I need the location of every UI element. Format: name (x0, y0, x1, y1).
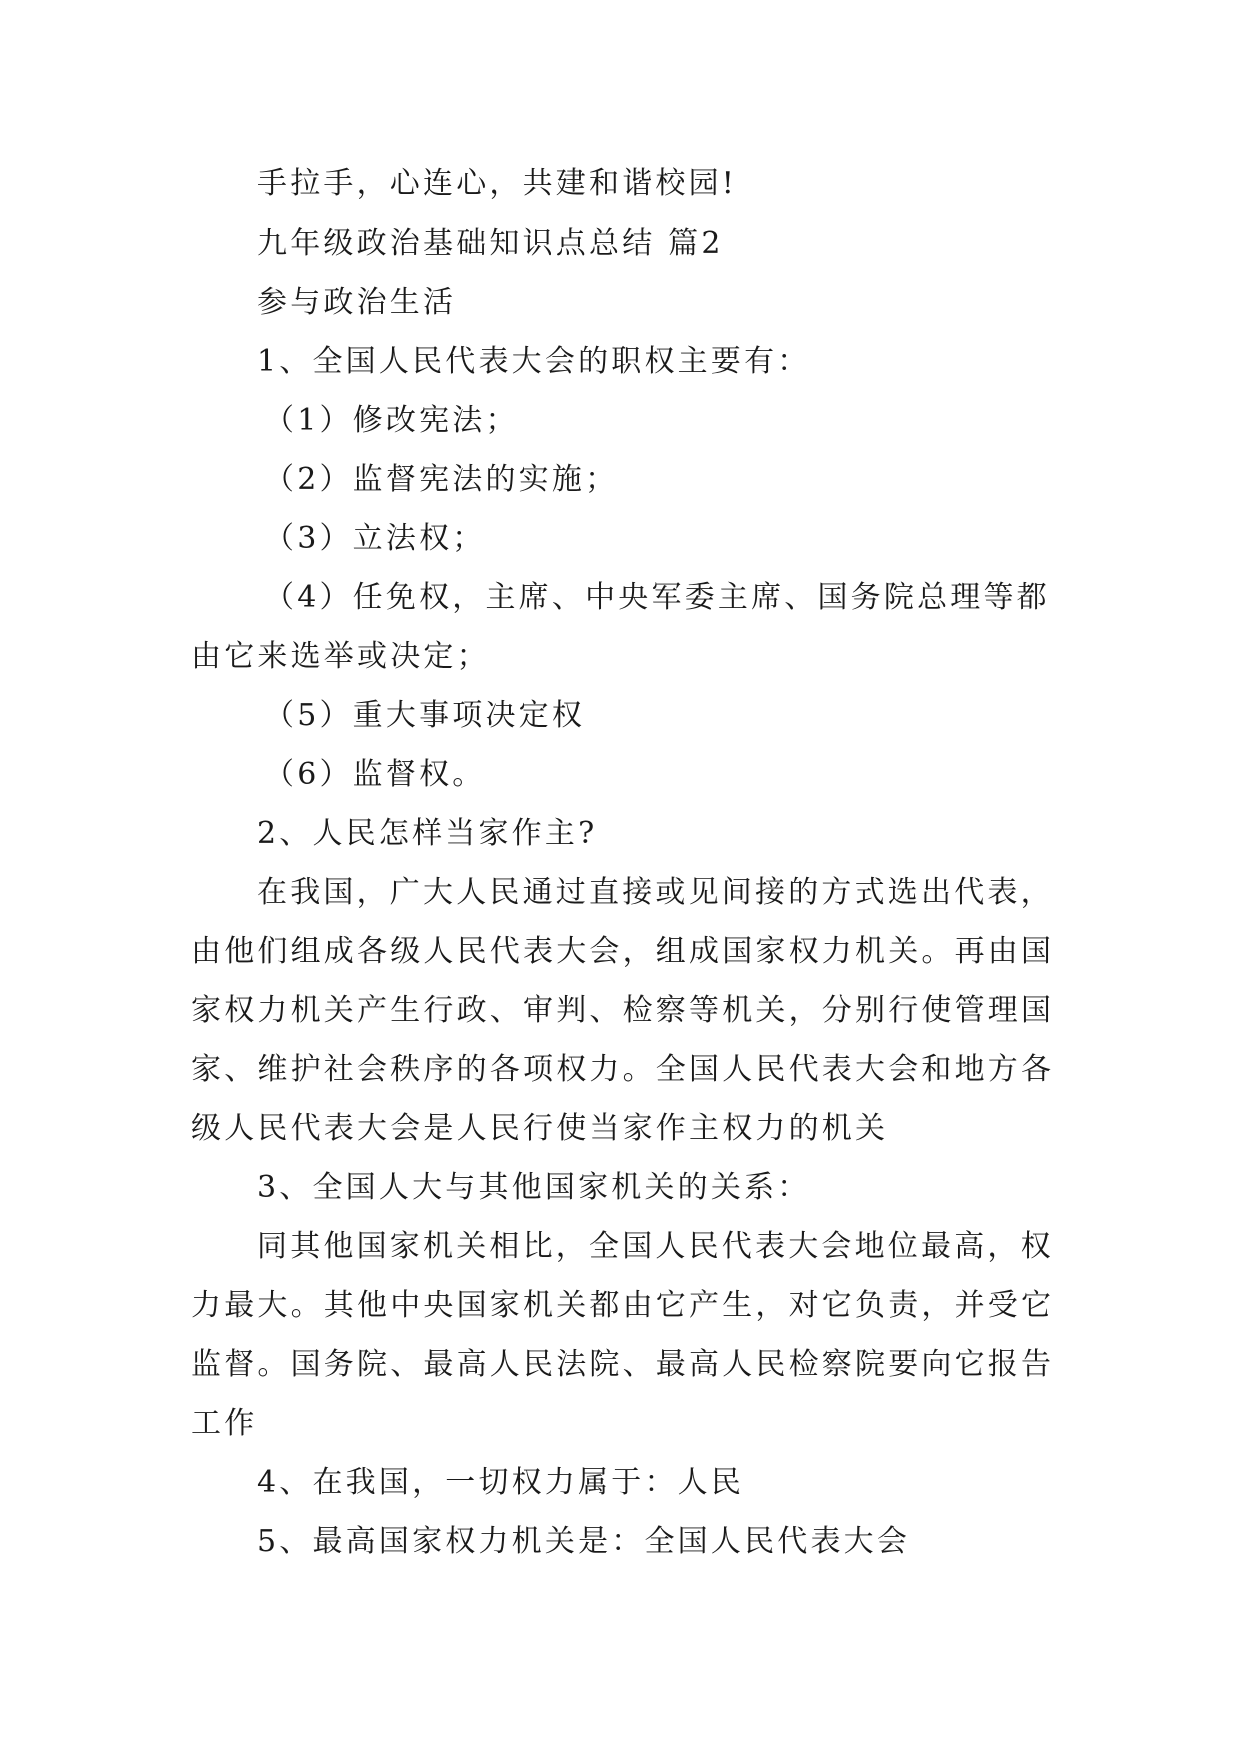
question-3: 3、全国人大与其他国家机关的关系： (257, 1170, 811, 1205)
question-2: 2、人民怎样当家作主? (257, 816, 598, 851)
question-5: 5、最高国家权力机关是：全国人民代表大会 (257, 1524, 911, 1559)
paragraph-line: 同其他国家机关相比，全国人民代表大会地位最高，权 (257, 1229, 1054, 1264)
list-item: （2）监督宪法的实施； (264, 462, 619, 497)
paragraph-line: 监督。国务院、最高人民法院、最高人民检察院要向它报告 (191, 1347, 1055, 1382)
section-heading: 九年级政治基础知识点总结 篇2 (257, 226, 724, 261)
paragraph-line: 级人民代表大会是人民行使当家作主权力的机关 (191, 1111, 889, 1146)
paragraph-line: 力最大。其他中央国家机关都由它产生，对它负责，并受它 (191, 1288, 1055, 1323)
topic-title: 参与政治生活 (257, 285, 457, 320)
list-item: （3）立法权； (264, 521, 486, 556)
question-4: 4、在我国，一切权力属于：人民 (257, 1465, 745, 1500)
list-item: （1）修改宪法； (264, 403, 519, 438)
list-item: （6）监督权。 (264, 757, 486, 792)
question-1: 1、全国人民代表大会的职权主要有： (257, 344, 811, 379)
list-item: （5）重大事项决定权 (264, 698, 586, 733)
paragraph-line: 家、维护社会秩序的各项权力。全国人民代表大会和地方各 (191, 1052, 1055, 1087)
paragraph-line: 工作 (191, 1406, 258, 1441)
list-item: （4）任免权，主席、中央军委主席、国务院总理等都 (264, 580, 1050, 615)
paragraph-line: 在我国，广大人民通过直接或见间接的方式选出代表， (257, 875, 1054, 910)
list-item-continuation: 由它来选举或决定； (191, 639, 490, 674)
text-line-slogan: 手拉手，心连心，共建和谐校园! (257, 166, 738, 201)
paragraph-line: 由他们组成各级人民代表大会，组成国家权力机关。再由国 (191, 934, 1055, 969)
paragraph-line: 家权力机关产生行政、审判、检察等机关，分别行使管理国 (191, 993, 1055, 1028)
